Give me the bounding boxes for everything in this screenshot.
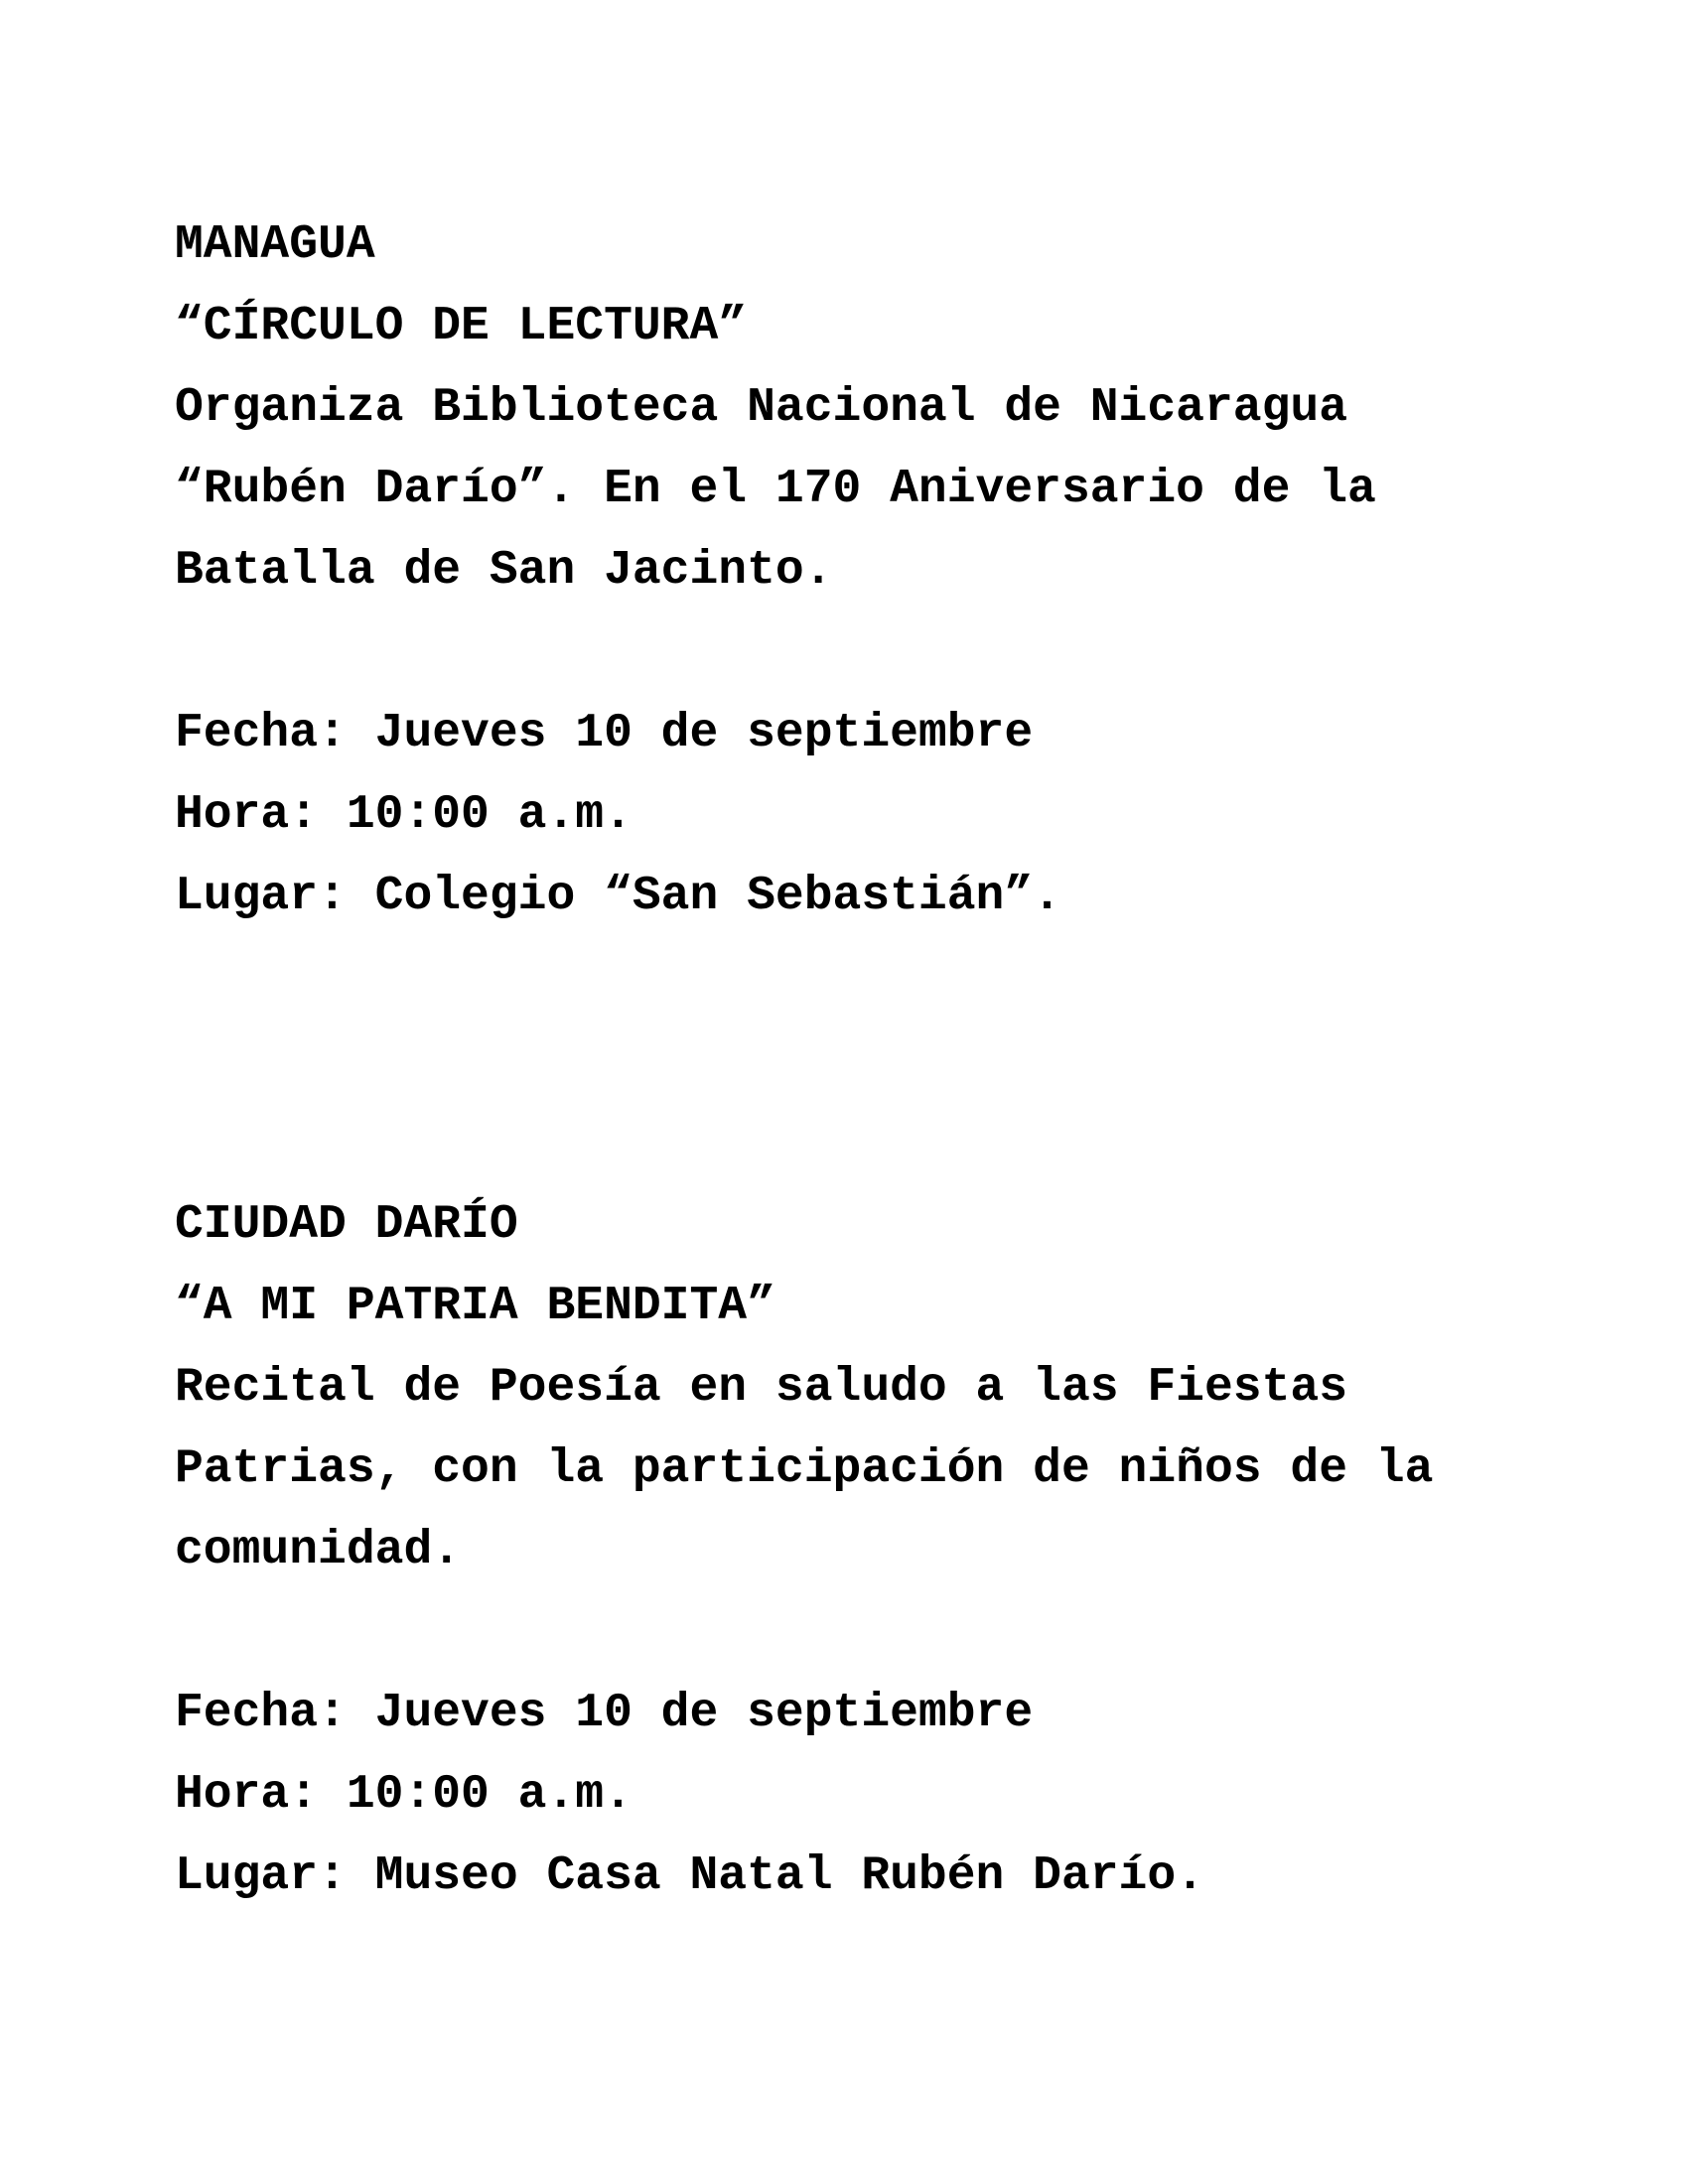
event-place: Lugar: Colegio “San Sebastián”. — [175, 870, 1061, 923]
event-time: Hora: 10:00 a.m. — [175, 1768, 633, 1822]
event-city: CIUDAD DARÍO — [175, 1198, 518, 1252]
event-description-line: “Rubén Darío”. En el 170 Aniversario de la — [175, 463, 1376, 516]
event-description-line: Organiza Biblioteca Nacional de Nicaragua — [175, 381, 1347, 435]
event-title: “CÍRCULO DE LECTURA” — [175, 300, 748, 353]
event-time: Hora: 10:00 a.m. — [175, 788, 633, 842]
event-description-line: Batalla de San Jacinto. — [175, 544, 833, 598]
event-managua — [175, 205, 1505, 937]
event-description-line: Recital de Poesía en saludo a las Fiestas — [175, 1361, 1347, 1415]
event-date: Fecha: Jueves 10 de septiembre — [175, 1687, 1034, 1740]
event-description-line: Patrias, con la participación de niños de la — [175, 1442, 1434, 1496]
spacer — [175, 1591, 1505, 1673]
event-title: “A MI PATRIA BENDITA” — [175, 1280, 775, 1333]
event-city: MANAGUA — [175, 218, 375, 272]
event-place: Lugar: Museo Casa Natal Rubén Darío. — [175, 1849, 1204, 1903]
event-ciudad-dario — [175, 1184, 1505, 1917]
spacer — [175, 612, 1505, 693]
event-description-line: comunidad. — [175, 1524, 462, 1577]
event-date: Fecha: Jueves 10 de septiembre — [175, 707, 1034, 760]
